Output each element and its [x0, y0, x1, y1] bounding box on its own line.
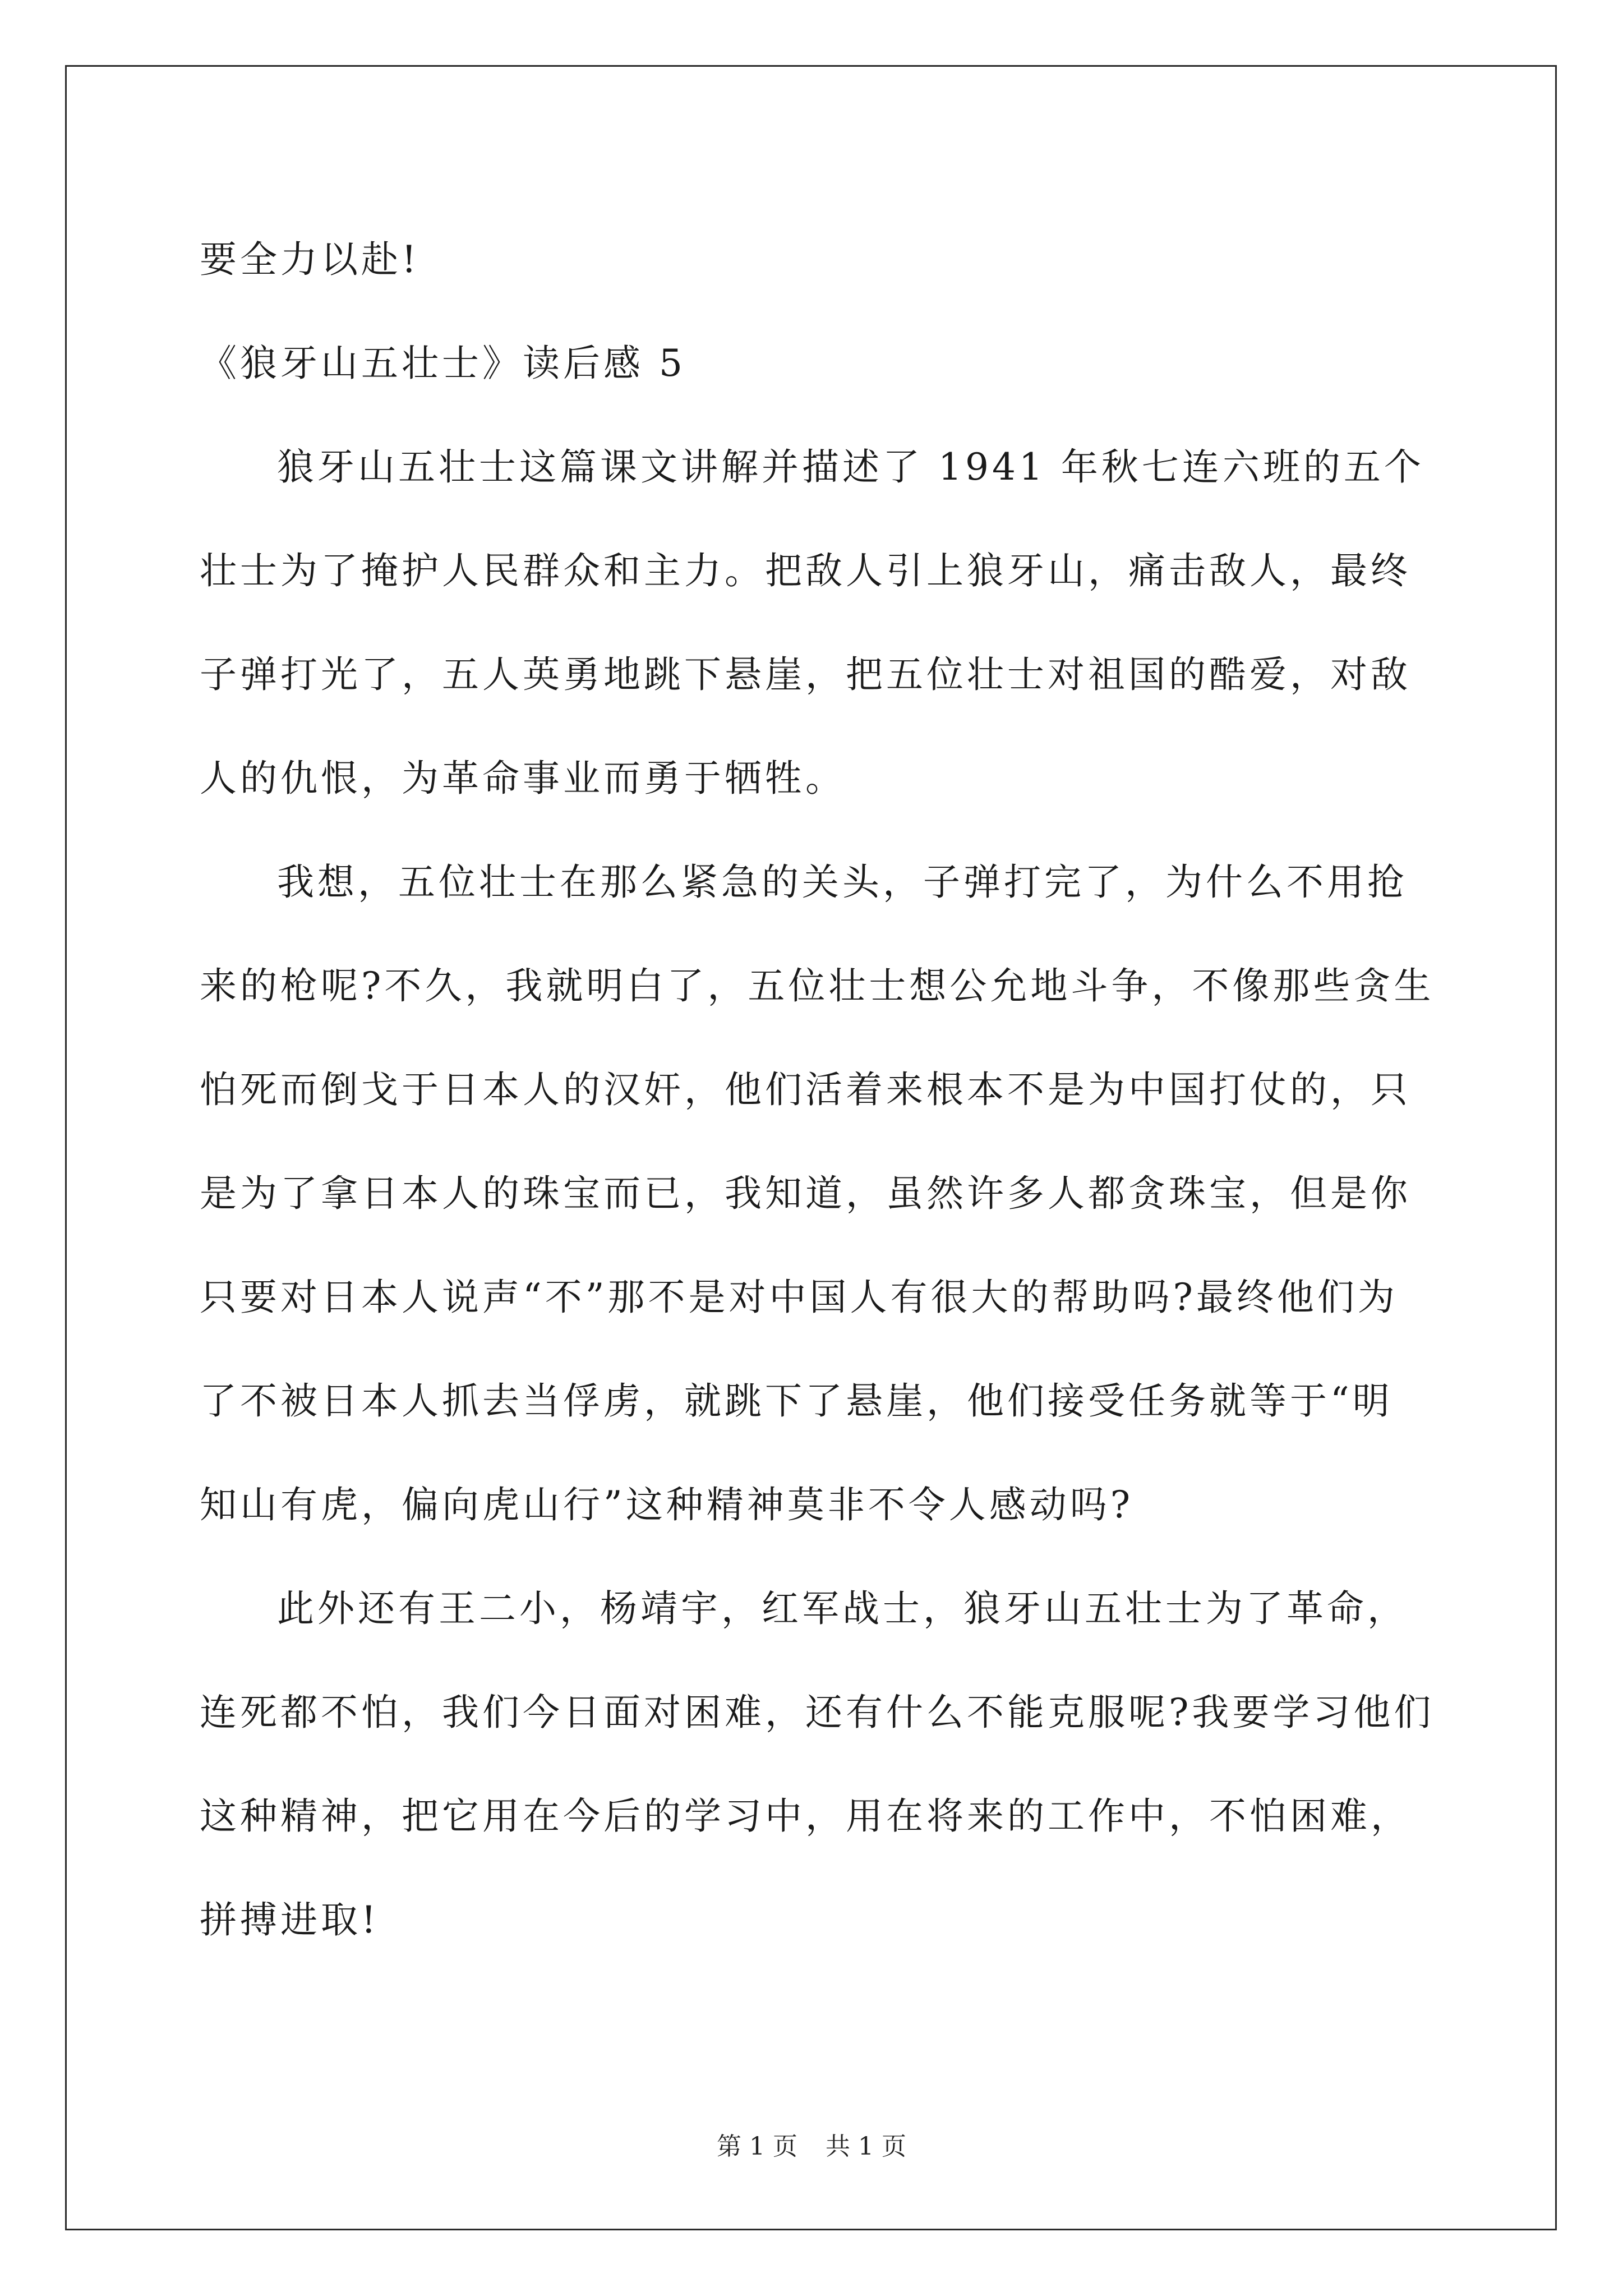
text-line: 这种精神，把它用在今后的学习中，用在将来的工作中，不怕困难，: [200, 1795, 1411, 1838]
text-line: 人的仇恨，为革命事业而勇于牺牲。: [200, 757, 846, 800]
essay-title: 《狼牙山五壮士》读后感 5: [200, 342, 686, 385]
text-line: 了不被日本人抓去当俘虏，就跳下了悬崖，他们接受任务就等于“明: [200, 1379, 1393, 1423]
text-line: 来的枪呢?不久，我就明白了，五位壮士想公允地斗争，不像那些贪生: [200, 964, 1435, 1007]
text-line: 要全力以赴!: [200, 238, 420, 281]
text-line: 子弹打光了，五人英勇地跳下悬崖，把五位壮士对祖国的酷爱，对敌: [200, 653, 1411, 696]
text-line: 怕死而倒戈于日本人的汉奸，他们活着来根本不是为中国打仗的，只: [200, 1068, 1411, 1111]
text-line: 知山有虎，偏向虎山行”这种精神莫非不令人感动吗?: [200, 1483, 1134, 1526]
page-footer: [0, 2126, 1623, 2162]
text-line: 只要对日本人说声“不”那不是对中国人有很大的帮助吗?最终他们为: [200, 1276, 1398, 1319]
document-body: [200, 208, 1435, 1972]
text-line: 壮士为了掩护人民群众和主力。把敌人引上狼牙山，痛击敌人，最终: [200, 549, 1411, 592]
text-line: 是为了拿日本人的珠宝而已，我知道，虽然许多人都贪珠宝，但是你: [200, 1172, 1411, 1215]
text-line: 拼搏进取!: [200, 1898, 380, 1941]
page-total: 共 1 页: [826, 2132, 906, 2161]
text-line: 我想，五位壮士在那么紧急的关头，子弹打完了，为什么不用抢: [277, 861, 1408, 904]
text-line: 连死都不怕，我们今日面对困难，还有什么不能克服呢?我要学习他们: [200, 1691, 1435, 1734]
page-number: 第 1 页: [717, 2132, 797, 2161]
text-line: 狼牙山五壮士这篇课文讲解并描述了 1941 年秋七连六班的五个: [277, 445, 1424, 489]
text-line: 此外还有王二小，杨靖宇，红军战士，狼牙山五壮士为了革命，: [277, 1587, 1408, 1630]
